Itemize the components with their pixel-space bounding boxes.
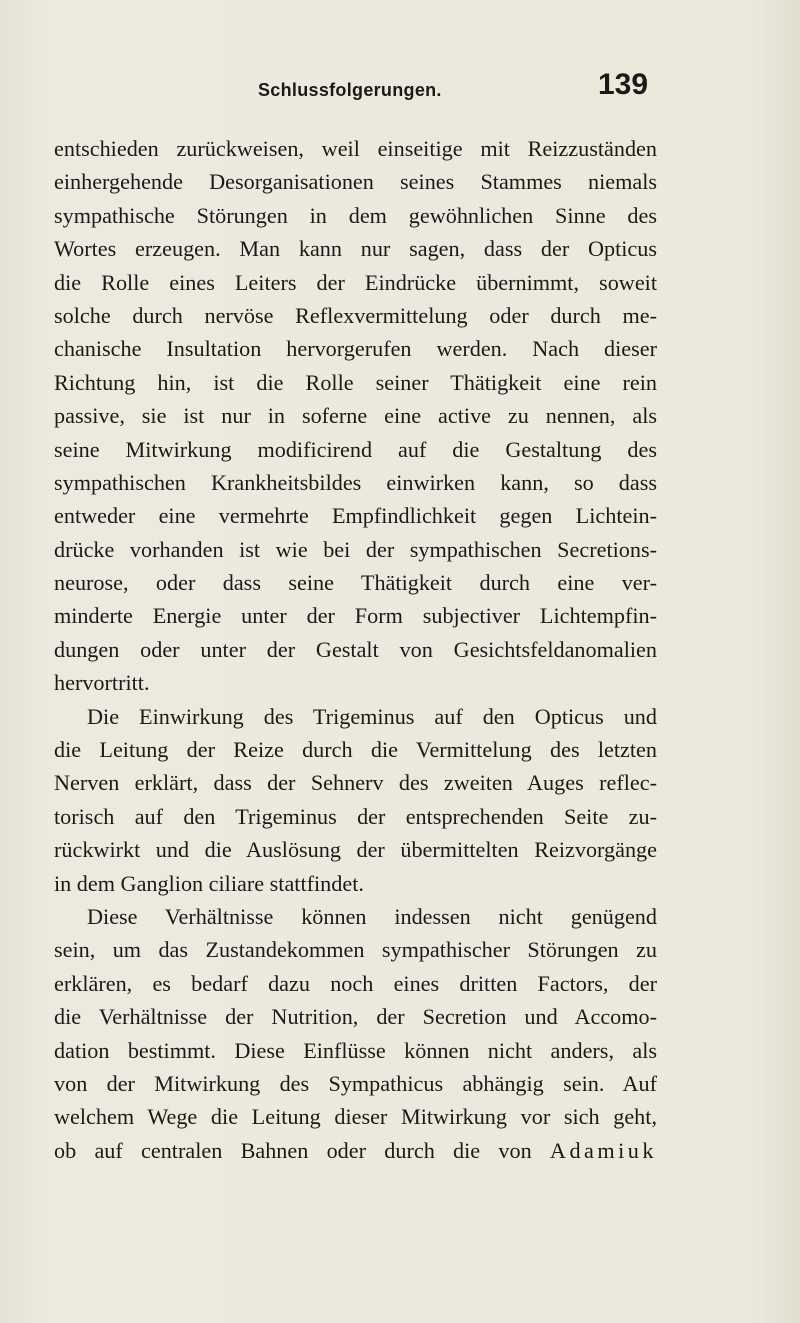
text-line-content: Nerven erklärt, dass der Sehnerv des zweiten Auges reflec-	[54, 770, 657, 796]
text-line	[54, 700, 657, 733]
text-line	[54, 900, 657, 933]
text-line	[54, 633, 657, 666]
text-line-content: in dem Ganglion ciliare stattfindet.	[54, 870, 364, 896]
text-line	[54, 800, 657, 833]
text-line-content: Wortes erzeugen. Man kann nur sagen, dass der Opticus	[54, 236, 657, 262]
text-line-content: passive, sie ist nur in soferne eine active zu nennen, als	[54, 403, 657, 429]
text-line	[54, 1100, 657, 1133]
text-line-content: rückwirkt und die Auslösung der übermittelten Reizvorgänge	[54, 837, 657, 863]
text-line	[54, 833, 657, 866]
text-line	[54, 466, 657, 499]
text-line-content: torisch auf den Trigeminus der entsprechenden Seite zu-	[54, 803, 657, 829]
text-line-content: Die Einwirkung des Trigeminus auf den Opticus und	[87, 703, 657, 729]
text-line-content: chanische Insultation hervorgerufen werden. Nach dieser	[54, 336, 657, 362]
text-line	[54, 266, 657, 299]
page-number: 139	[598, 68, 649, 101]
text-line	[54, 933, 657, 966]
text-line-content: entweder eine vermehrte Empfindlichkeit gegen Lichtein-	[54, 503, 657, 529]
text-line	[54, 499, 657, 532]
text-line	[54, 666, 657, 699]
text-line	[54, 232, 657, 265]
text-line-content: von der Mitwirkung des Sympathicus abhängig sein. Auf	[54, 1070, 657, 1096]
text-line-content: minderte Energie unter der Form subjectiver Lichtempfin-	[54, 603, 657, 629]
text-line-content: dation bestimmt. Diese Einflüsse können nicht anders, als	[54, 1037, 657, 1063]
text-line	[54, 199, 657, 232]
text-line-content: sympathischen Krankheitsbildes einwirken kann, so dass	[54, 469, 657, 495]
text-line	[54, 1134, 657, 1167]
text-line-content: erklären, es bedarf dazu noch eines dritten Factors, der	[54, 970, 657, 996]
text-line	[54, 299, 657, 332]
text-line	[54, 1000, 657, 1033]
text-line	[54, 967, 657, 1000]
text-line	[54, 366, 657, 399]
text-line-content: dungen oder unter der Gestalt von Gesichtsfeldanomalien	[54, 636, 657, 662]
text-line	[54, 766, 657, 799]
text-line	[54, 165, 657, 198]
text-line-content: neurose, oder dass seine Thätigkeit durch eine ver-	[54, 570, 657, 596]
text-line	[54, 733, 657, 766]
text-line	[54, 1067, 657, 1100]
text-line-content: Richtung hin, ist die Rolle seiner Thätigkeit eine rein	[54, 369, 657, 395]
text-line	[54, 399, 657, 432]
text-line	[54, 566, 657, 599]
text-line-content: solche durch nervöse Reflexvermittelung oder durch me-	[54, 302, 657, 328]
text-line	[54, 132, 657, 165]
text-line-content: welchem Wege die Leitung dieser Mitwirkung vor sich geht,	[54, 1104, 657, 1130]
text-line	[54, 1034, 657, 1067]
text-line-content: sympathische Störungen in dem gewöhnlichen Sinne des	[54, 202, 657, 228]
text-line	[54, 332, 657, 365]
text-line	[54, 867, 657, 900]
text-line	[54, 599, 657, 632]
text-line-content: ob auf centralen Bahnen oder durch die von	[54, 1137, 532, 1163]
text-line	[54, 433, 657, 466]
text-line-content: die Verhältnisse der Nutrition, der Secretion und Accomo-	[54, 1004, 657, 1030]
author-name-spaced: Adamiuk	[549, 1137, 657, 1163]
text-line-content: drücke vorhanden ist wie bei der sympathischen Secretions-	[54, 536, 657, 562]
text-line-content: hervortritt.	[54, 670, 150, 696]
body-text	[54, 132, 657, 1167]
text-line-content: einhergehende Desorganisationen seines Stammes niemals	[54, 169, 657, 195]
text-line-content: die Rolle eines Leiters der Eindrücke übernimmt, soweit	[54, 269, 657, 295]
text-line-content: seine Mitwirkung modificirend auf die Gestaltung des	[54, 436, 657, 462]
text-line	[54, 533, 657, 566]
text-line-content: entschieden zurückweisen, weil einseitige mit Reizzuständen	[54, 136, 657, 161]
text-line-content: sein, um das Zustandekommen sympathischer Störungen zu	[54, 937, 657, 963]
running-head: Schlussfolgerungen.	[258, 80, 442, 100]
text-line-content: Diese Verhältnisse können indessen nicht genügend	[87, 903, 657, 929]
text-line-content: die Leitung der Reize durch die Vermittelung des letzten	[54, 737, 657, 763]
